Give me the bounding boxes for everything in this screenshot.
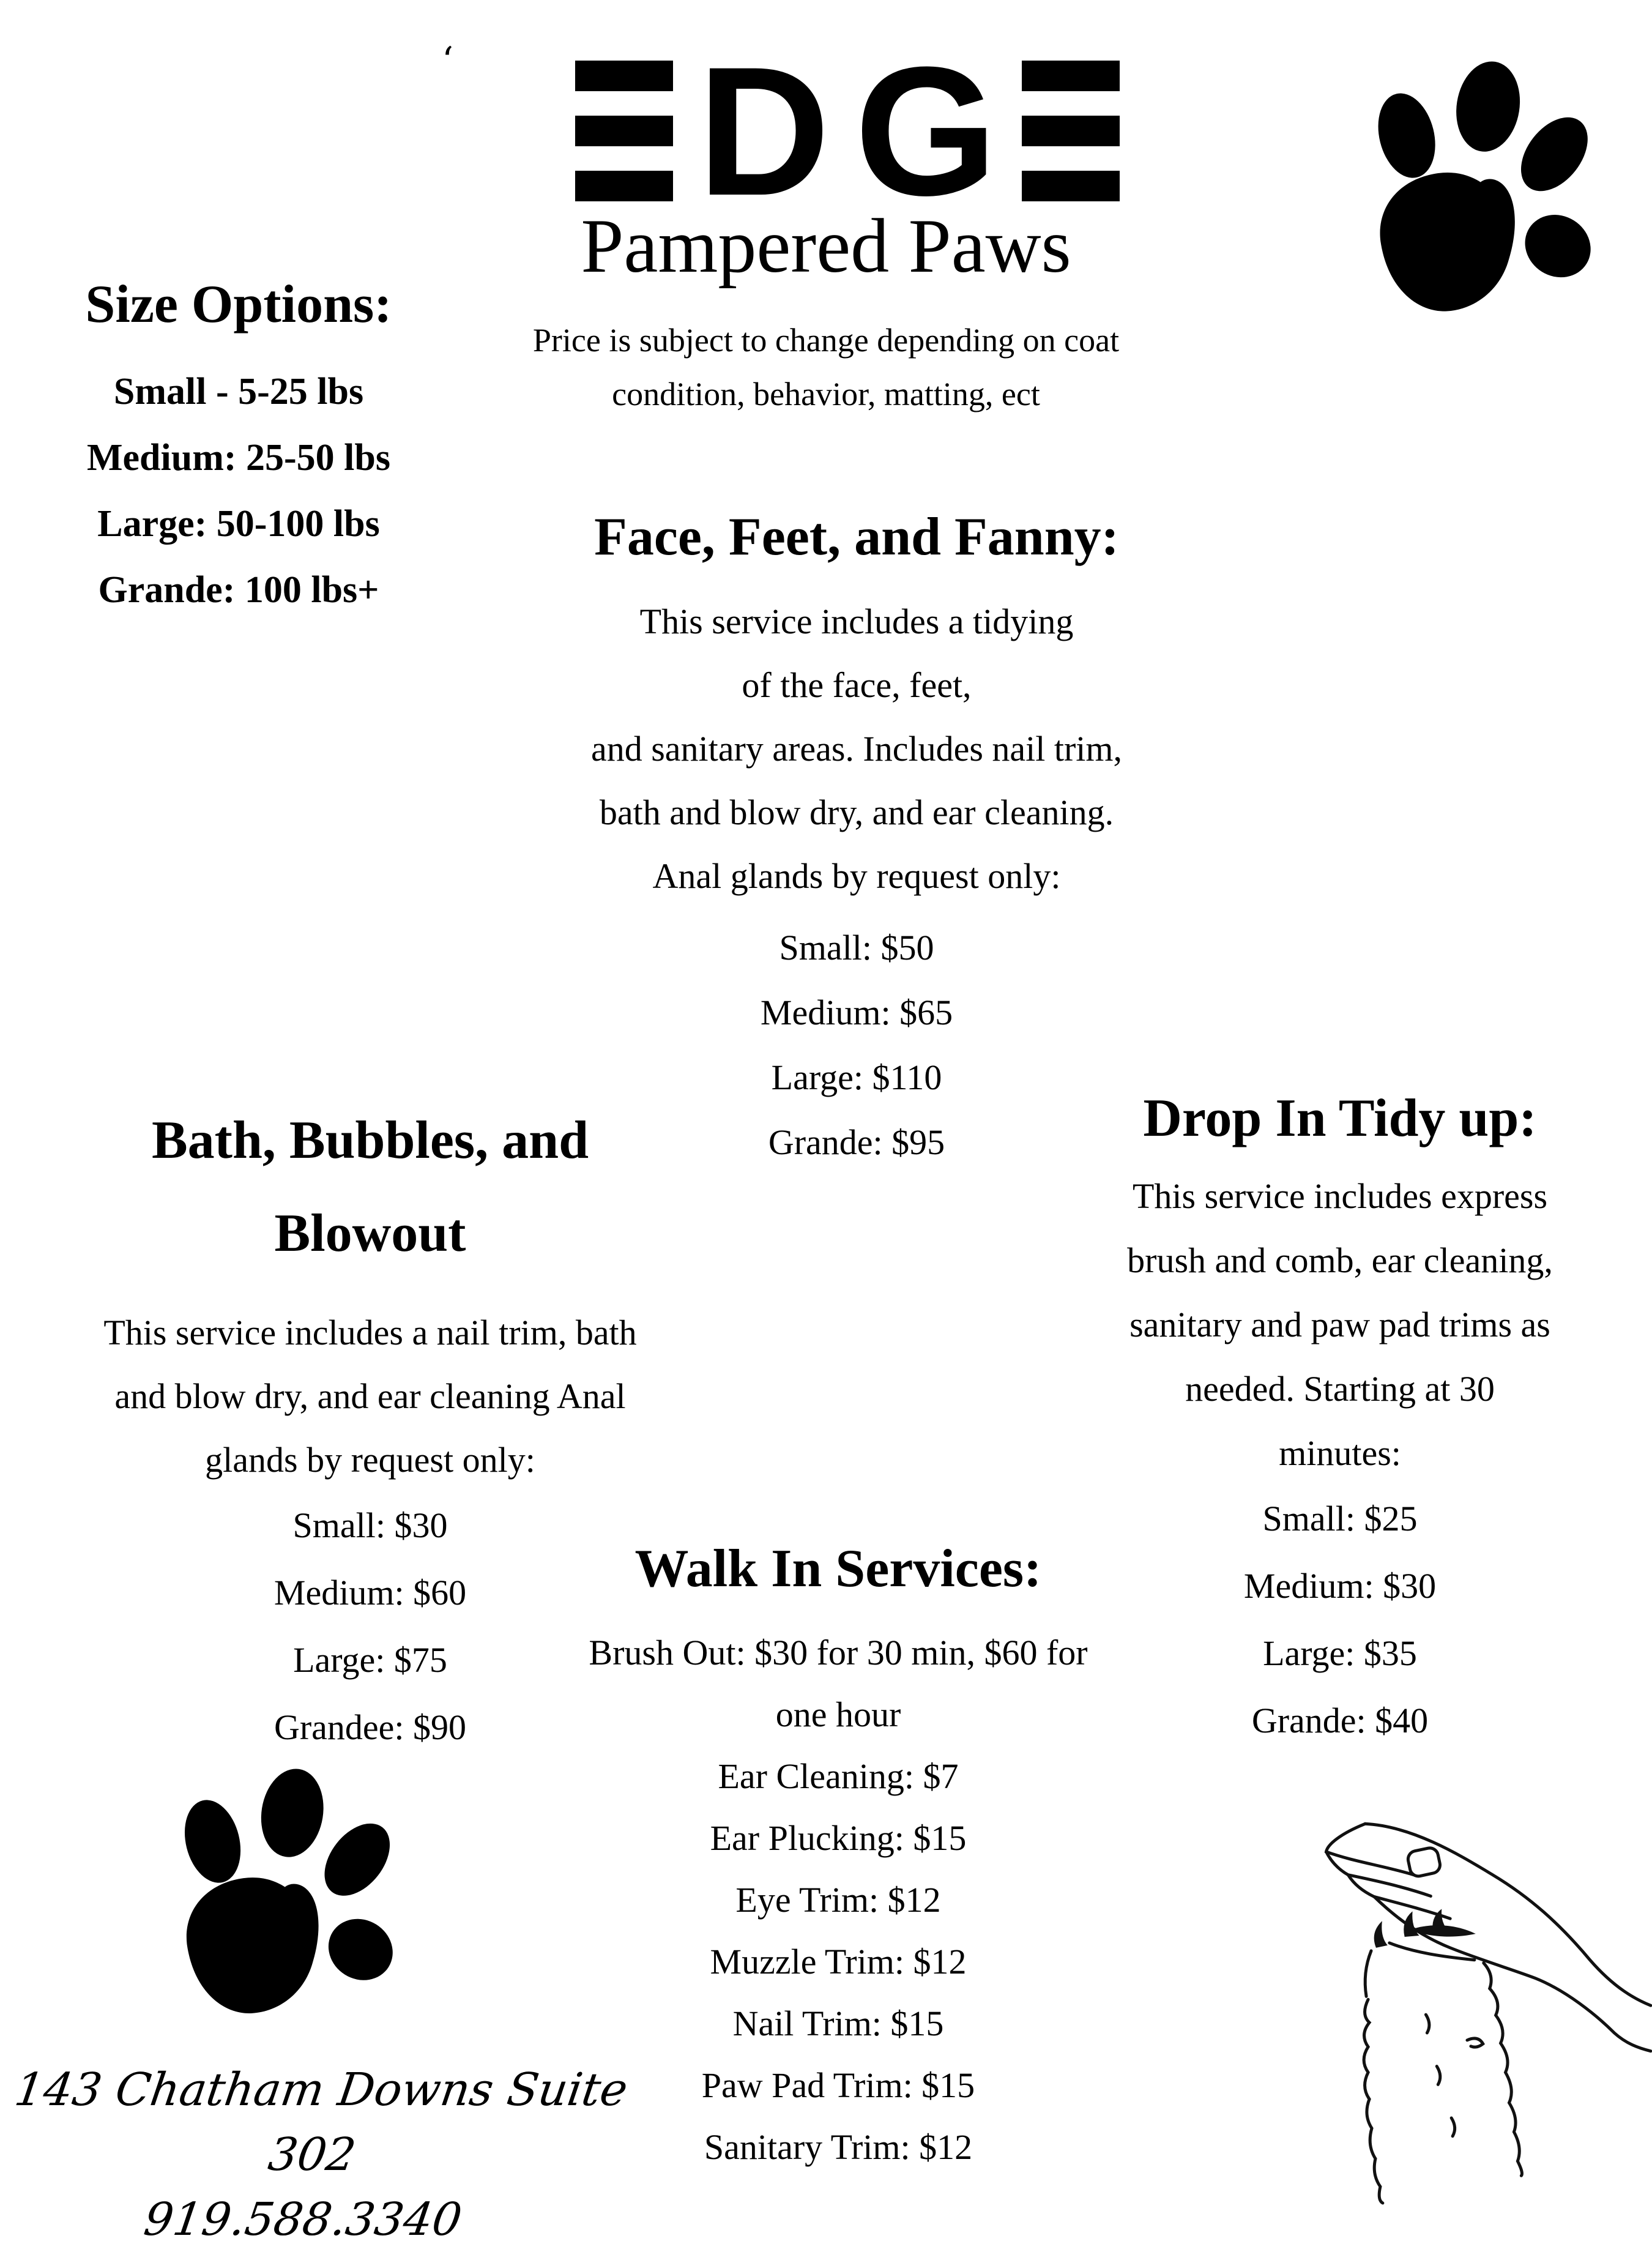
paw-print-icon [168, 1765, 453, 2056]
logo-letter-e-bars-right-icon [1022, 61, 1120, 201]
logo-letter-d: D [698, 28, 830, 234]
description-line: glands by request only: [205, 1440, 535, 1480]
price-small: Small: $25 [1262, 1499, 1418, 1538]
bath-bubbles-blowout-title [18, 1094, 722, 1280]
face-feet-fanny-title: Face, Feet, and Fanny: [594, 507, 1119, 567]
description-line: of the face, feet, [742, 665, 972, 705]
description-line: This service includes a nail trim, bath [103, 1313, 637, 1352]
size-options-section [24, 277, 453, 623]
price-small: Small: $30 [292, 1505, 448, 1545]
price-grandee: Grandee: $90 [273, 1707, 467, 1747]
drop-in-tidy-up-description [1028, 1164, 1652, 1485]
description-line: and sanitary areas. Includes nail trim, [590, 729, 1123, 769]
walk-in-item: Sanitary Trim: $12 [704, 2127, 973, 2167]
description-line: and blow dry, and ear cleaning Anal [114, 1376, 626, 1416]
price-medium: Medium: $65 [760, 993, 953, 1032]
price-disclaimer-line-1: Price is subject to change depending on coat [532, 322, 1120, 359]
hand-and-paw-illustration [1273, 1759, 1652, 2203]
title-line: Bath, Bubbles, and [151, 1111, 589, 1170]
price-disclaimer [428, 313, 1224, 421]
walk-in-item: Ear Plucking: $15 [710, 1818, 967, 1858]
description-line: sanitary and paw pad trims as [1129, 1305, 1550, 1344]
size-options-title: Size Options: [85, 275, 392, 334]
phone-number: 919.588.3340 [141, 2193, 466, 2246]
size-option-small: Small - 5-25 lbs [113, 371, 364, 412]
price-grande: Grande: $40 [1251, 1701, 1429, 1740]
walk-in-item: one hour [775, 1695, 901, 1734]
size-options-list [24, 359, 453, 623]
title-line: Blowout [274, 1204, 466, 1263]
walk-in-item: Nail Trim: $15 [732, 2004, 944, 2043]
paw-print-icon [1361, 64, 1652, 349]
logo-letter-g: G [854, 28, 998, 234]
description-line: minutes: [1279, 1433, 1401, 1473]
face-feet-fanny-section [459, 509, 1254, 1175]
size-option-medium: Medium: 25-50 lbs [87, 437, 390, 479]
description-line: needed. Starting at 30 [1185, 1369, 1495, 1409]
price-disclaimer-line-2: condition, behavior, matting, ect [612, 376, 1040, 412]
decorative-quote-mark: ‘ [442, 39, 454, 82]
face-feet-fanny-description [459, 590, 1254, 908]
size-option-large: Large: 50-100 lbs [97, 503, 380, 545]
price-large: Large: $35 [1263, 1633, 1417, 1673]
price-grande: Grande: $95 [768, 1122, 945, 1162]
description-line: bath and blow dry, and ear cleaning. [599, 792, 1114, 832]
contact-info [0, 2057, 638, 2252]
drop-in-tidy-up-title: Drop In Tidy up: [1143, 1089, 1537, 1148]
walk-in-item: Muzzle Trim: $12 [710, 1942, 967, 1982]
description-line: This service includes a tidying [639, 602, 1074, 641]
price-small: Small: $50 [779, 928, 934, 968]
walk-in-item: Paw Pad Trim: $15 [701, 2065, 975, 2105]
description-line: brush and comb, ear cleaning, [1127, 1240, 1553, 1280]
logo-letter-e-bars-left-icon [575, 61, 673, 201]
price-large: Large: $75 [293, 1640, 447, 1680]
description-line: Anal glands by request only: [652, 856, 1061, 896]
bath-bubbles-blowout-description [18, 1301, 722, 1492]
description-line: This service includes express [1132, 1176, 1548, 1216]
walk-in-services-title: Walk In Services: [634, 1539, 1042, 1598]
edge-logo [575, 28, 1120, 234]
price-medium: Medium: $30 [1243, 1566, 1437, 1606]
walk-in-item: Eye Trim: $12 [735, 1880, 941, 1920]
price-medium: Medium: $60 [273, 1573, 467, 1613]
address: 143 Chatham Downs Suite 302 [11, 2064, 631, 2181]
walk-in-item: Brush Out: $30 for 30 min, $60 for [589, 1633, 1088, 1672]
walk-in-item: Ear Cleaning: $7 [718, 1756, 959, 1796]
brand-name: Pampered Paws [581, 204, 1071, 289]
price-large: Large: $110 [771, 1057, 942, 1097]
size-option-grande: Grande: 100 lbs+ [98, 569, 379, 611]
